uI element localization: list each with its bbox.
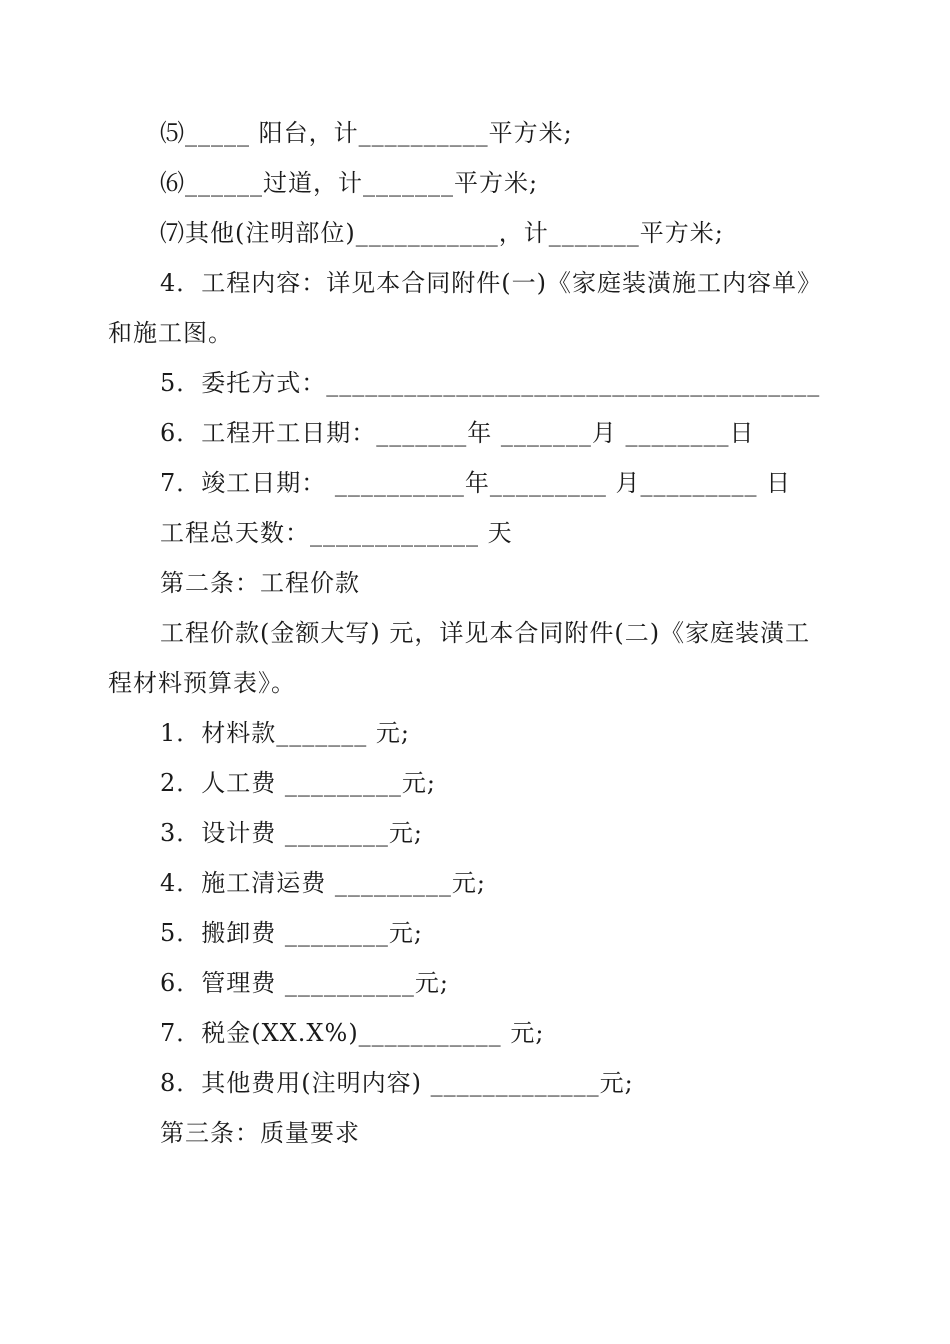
other-fees-line: 8．其他费用(注明内容) _____________元;: [160, 1069, 634, 1097]
completion-date-line: 7．竣工日期： __________年_________ 月_________ 日: [160, 469, 792, 497]
management-fee-line: 6．管理费 __________元;: [160, 969, 449, 997]
material-cost-line: 1．材料款_______ 元;: [160, 719, 410, 747]
labor-cost-line: 2．人工费 _________元;: [160, 769, 436, 797]
commission-method-line: 5．委托方式：______________________________________: [160, 369, 821, 397]
area-balcony-line: ⑸_____ 阳台，计__________平方米;: [160, 119, 573, 147]
project-content-line: 4．工程内容：详见本合同附件(一)《家庭装潢施工内容单》: [160, 269, 822, 297]
design-fee-line: 3．设计费 ________元;: [160, 819, 423, 847]
handling-fee-line: 5．搬卸费 ________元;: [160, 919, 423, 947]
area-corridor-line: ⑹______过道，计_______平方米;: [160, 169, 539, 197]
tax-line: 7．税金(XX.X%)___________ 元;: [160, 1019, 545, 1047]
project-price-continued: 程材料预算表》。: [108, 669, 296, 697]
start-date-line: 6．工程开工日期：_______年 _______月 ________日: [160, 419, 755, 447]
cleanup-fee-line: 4．施工清运费 _________元;: [160, 869, 486, 897]
article-three-heading: 第三条：质量要求: [160, 1119, 360, 1147]
area-other-line: ⑺其他(注明部位)___________，计_______平方米;: [160, 219, 724, 247]
project-content-continued: 和施工图。: [108, 319, 233, 347]
total-days-line: 工程总天数：_____________ 天: [160, 519, 513, 547]
article-two-heading: 第二条：工程价款: [160, 569, 360, 597]
project-price-line: 工程价款(金额大写) 元，详见本合同附件(二)《家庭装潢工: [160, 619, 811, 647]
